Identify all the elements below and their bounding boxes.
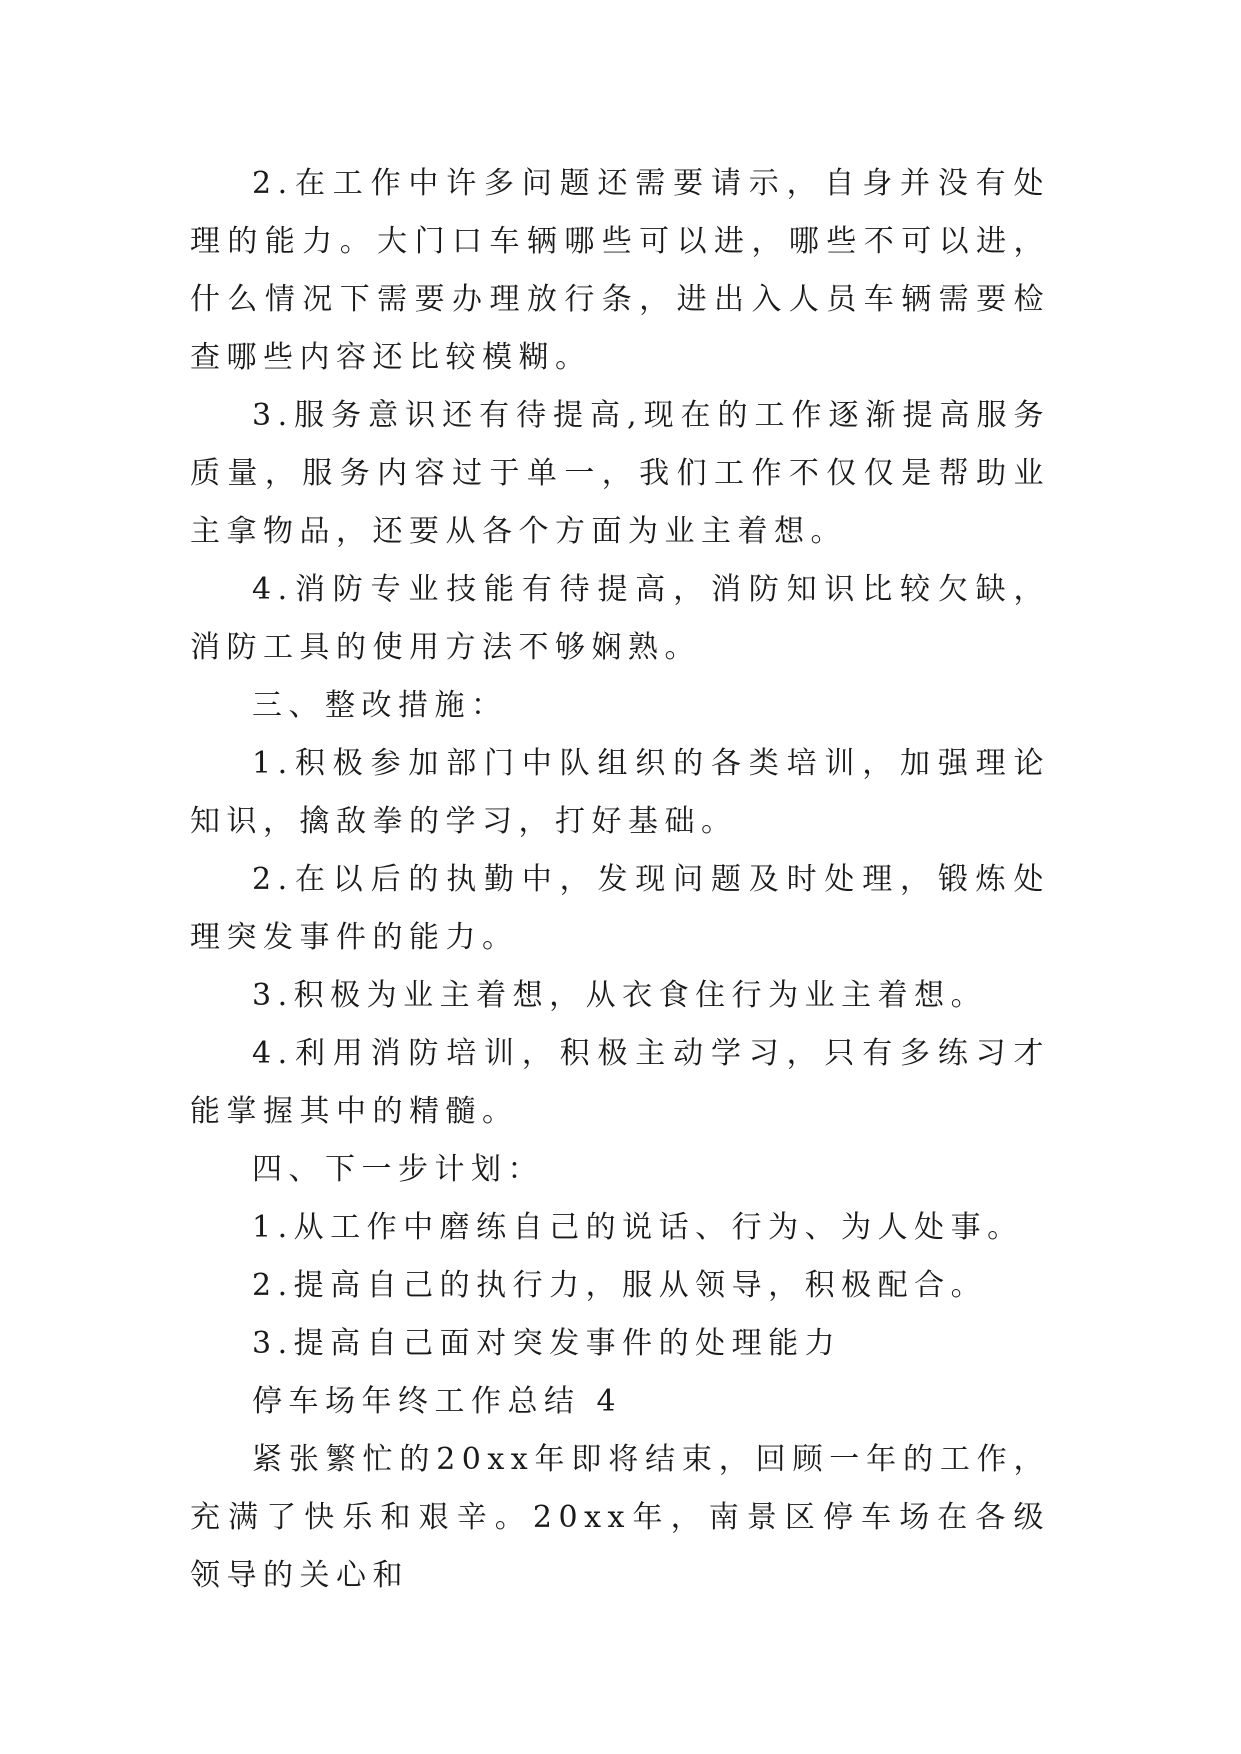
paragraph-plan-2: 2.提高自己的执行力，服从领导，积极配合。	[252, 1268, 988, 1303]
paragraph-plan-1: 1.从工作中磨练自己的说话、行为、为人处事。	[252, 1210, 1024, 1245]
document-body	[190, 155, 1050, 1605]
document-section-title: 停车场年终工作总结 4	[252, 1384, 623, 1419]
paragraph-summary-intro: 紧张繁忙的20xx年即将结束，回顾一年的工作，充满了快乐和艰辛。20xx年，南景区停车场在各级领导的关心和	[190, 1442, 1050, 1593]
paragraph-measure-2: 2.在以后的执勤中，发现问题及时处理，锻炼处理突发事件的能力。	[190, 862, 1050, 955]
paragraph-problem-2: 2.在工作中许多问题还需要请示，自身并没有处理的能力。大门口车辆哪些可以进，哪些不可以进，什么情况下需要办理放行条，进出入人员车辆需要检查哪些内容还比较模糊。	[190, 166, 1050, 375]
paragraph-plan-3: 3.提高自己面对突发事件的处理能力	[252, 1326, 842, 1361]
section-heading-next-plan: 四、下一步计划：	[252, 1152, 544, 1187]
paragraph-measure-1: 1.积极参加部门中队组织的各类培训，加强理论知识，擒敌拳的学习，打好基础。	[190, 746, 1050, 839]
paragraph-problem-4: 4.消防专业技能有待提高，消防知识比较欠缺，消防工具的使用方法不够娴熟。	[190, 572, 1050, 665]
paragraph-measure-3: 3.积极为业主着想，从衣食住行为业主着想。	[252, 978, 988, 1013]
paragraph-problem-3: 3.服务意识还有待提高,现在的工作逐渐提高服务质量，服务内容过于单一，我们工作不仅仅是帮助业主拿物品，还要从各个方面为业主着想。	[190, 398, 1050, 549]
paragraph-measure-4: 4.利用消防培训，积极主动学习，只有多练习才能掌握其中的精髓。	[190, 1036, 1050, 1129]
section-heading-rectification: 三、整改措施：	[252, 688, 508, 723]
